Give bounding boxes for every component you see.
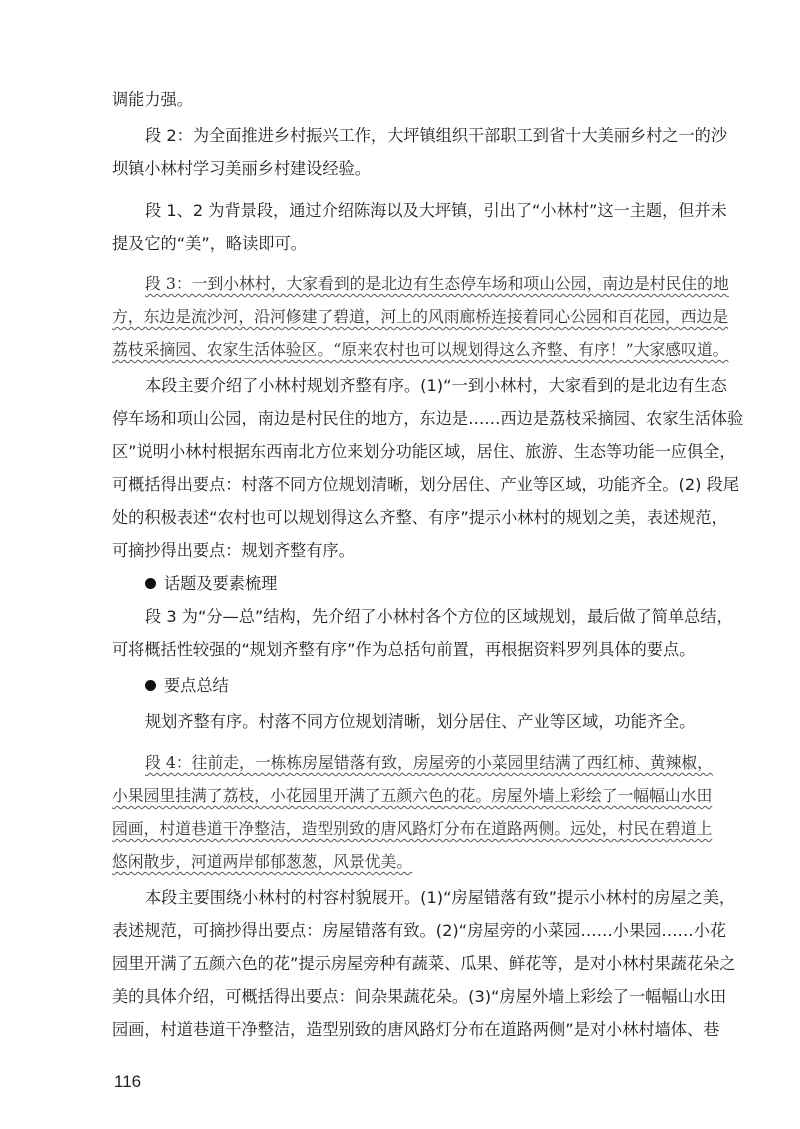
section-heading-label: 话题及要素梳理 (164, 574, 278, 593)
analysis-line: 区”说明小林村根据东西南北方位来划分功能区域，居住、旅游、生态等功能一应俱全， (112, 442, 736, 461)
passage-paragraph-3-line: 方，东边是流沙河，沿河修建了碧道，河上的风雨廊桥连接着同心公园和百花园，西边是 (112, 307, 729, 326)
passage-paragraph-4-line: 园画，村道巷道干净整洁，造型别致的唐风路灯分布在道路两侧。远处，村民在碧道上 (112, 819, 713, 838)
bullet-icon (145, 680, 156, 691)
analysis-line: 园里开满了五颜六色的花”提示房屋旁种有蔬菜、瓜果、鲜花等，是对小林村果蔬花朵之 (112, 954, 736, 973)
passage-paragraph-3-line: 段 3：一到小林村，大家看到的是北边有生态停车场和项山公园，南边是村民住的地 (145, 274, 729, 293)
analysis-line: 段 3 为“分—总”结构，先介绍了小林村各个方位的区域规划，最后做了简单总结， (145, 607, 733, 626)
passage-paragraph-4-line: 段 4：往前走，一栋栋房屋错落有致，房屋旁的小菜园里结满了西红柿、黄辣椒， (145, 753, 713, 772)
analysis-line: 处的积极表述“农村也可以规划得这么齐整、有序”提示小林村的规划之美，表述规范， (112, 508, 728, 527)
text-line: 调能力强。 (112, 90, 193, 109)
page-number: 116 (114, 1072, 142, 1091)
analysis-line: 园画，村道巷道干净整洁，造型别致的唐风路灯分布在道路两侧”是对小林村墙体、巷 (112, 1020, 720, 1039)
analysis-line: 本段主要围绕小林村的村容村貌展开。(1)“房屋错落有致”提示小林村的房屋之美， (145, 888, 736, 907)
analysis-line: 提及它的“美”，略读即可。 (112, 234, 307, 253)
summary-line: 规划齐整有序。村落不同方位规划清晰，划分居住、产业等区域，功能齐全。 (145, 712, 696, 731)
passage-paragraph-2-line: 段 2：为全面推进乡村振兴工作，大坪镇组织干部职工到省十大美丽乡村之一的沙 (145, 126, 728, 145)
analysis-line: 可概括得出要点：村落不同方位规划清晰，划分居住、产业等区域，功能齐全。(2) 段尾 (112, 475, 740, 494)
passage-paragraph-4-line: 小果园里挂满了荔枝，小花园里开满了五颜六色的花。房屋外墙上彩绘了一幅幅山水田 (112, 786, 713, 805)
analysis-line: 表述规范，可摘抄得出要点：房屋错落有致。(2)“房屋旁的小菜园……小果园……小花 (112, 921, 727, 940)
analysis-line: 可摘抄得出要点：规划齐整有序。 (112, 541, 355, 560)
analysis-line: 停车场和项山公园，南边是村民住的地方，东边是……西边是荔枝采摘园、农家生活体验 (112, 409, 744, 428)
analysis-line: 美的具体介绍，可概括得出要点：间杂果蔬花朵。(3)“房屋外墙上彩绘了一幅幅山水田 (112, 987, 727, 1006)
section-heading (145, 675, 229, 697)
passage-paragraph-4-line: 悠闲散步，河道两岸郁郁葱葱，风景优美。 (112, 852, 413, 871)
passage-paragraph-2-line: 坝镇小林村学习美丽乡村建设经验。 (112, 159, 371, 178)
analysis-line: 本段主要介绍了小林村规划齐整有序。(1)“一到小林村，大家看到的是北边有生态 (145, 376, 727, 395)
bullet-icon (145, 578, 156, 589)
section-heading (145, 573, 277, 595)
analysis-line: 可将概括性较强的“规划齐整有序”作为总括句前置，再根据资料罗列具体的要点。 (112, 640, 696, 659)
analysis-line: 段 1、2 为背景段，通过介绍陈海以及大坪镇，引出了“小林村”这一主题，但并未 (145, 201, 727, 220)
passage-paragraph-3-line: 荔枝采摘园、农家生活体验区。“原来农村也可以规划得这么齐整、有序！”大家感叹道。 (112, 340, 729, 359)
section-heading-label: 要点总结 (164, 676, 229, 695)
